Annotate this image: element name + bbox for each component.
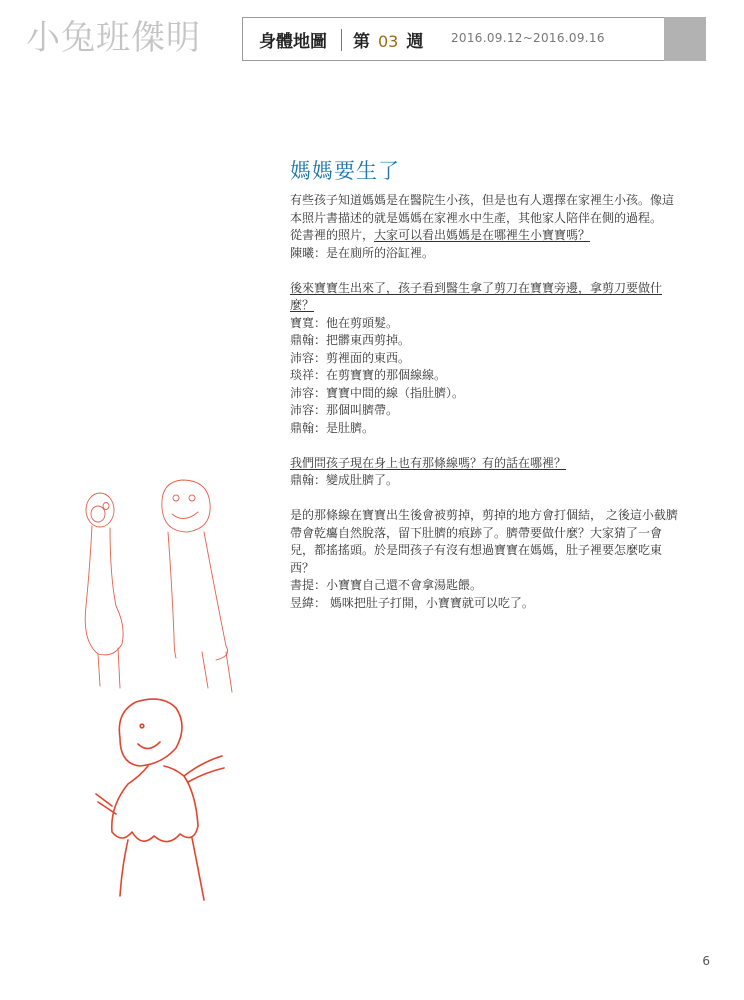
question-1-line [290, 227, 680, 245]
spacer [290, 262, 680, 280]
figure-small-left [85, 493, 123, 688]
answer-3: 鼎翰：變成肚臍了。 [290, 473, 399, 487]
question-1: 大家可以看出媽媽是在哪裡生小寶寶嗎？ [374, 228, 591, 242]
class-name: 小兔班傑明 [26, 18, 201, 58]
answer-line: 沛容：寶寶中間的線（指肚臍）。 [290, 385, 465, 400]
week-number: 03 [378, 32, 399, 51]
header-topic: 身體地圖 [259, 32, 327, 52]
question-3: 我們問孩子現在身上也有那條線嗎？有的話在哪裡？ [290, 455, 567, 470]
header-divider [341, 29, 342, 51]
answer-line: 沛容：剪裡面的東西。 [290, 350, 411, 365]
answer-line: 鼎翰：把髒東西剪掉。 [290, 333, 411, 347]
page-number: 6 [702, 954, 710, 968]
answer-1: 陳曦：是在廁所的浴缸裡。 [290, 245, 435, 260]
header-box [242, 17, 706, 61]
answer-line: 沛容：那個叫臍帶。 [290, 403, 399, 417]
closing-answer: 書提：小寶寶自己還不會拿湯匙餵。 [290, 578, 483, 592]
article-title: 媽媽要生了 [290, 159, 400, 183]
week-prefix: 第 [353, 32, 370, 52]
article-body [290, 192, 680, 612]
question-1-prefix: 從書裡的照片， [290, 228, 375, 242]
child-drawing-illustration [76, 476, 256, 916]
header-dates: 2016.09.12~2016.09.16 [451, 31, 605, 45]
header-week [353, 27, 423, 52]
figure-tall-right [162, 480, 232, 692]
intro-paragraph: 有些孩子知道媽媽是在醫院生小孩，但是也有人選擇在家裡生小孩。像這本照片書描述的就是媽媽在家裡水中生產，其他家人陪伴在側的過程。 [290, 193, 675, 225]
spacer [290, 437, 680, 455]
header-gray-block [664, 17, 706, 61]
spacer [290, 490, 680, 508]
answer-line: 寶寬：他在剪頭髮。 [290, 315, 399, 330]
closing-paragraph: 是的那條線在寶寶出生後會被剪掉，剪掉的地方會打個結， 之後這小截臍帶會乾癟自然脫落，留下肚臍的痕跡了。臍帶要做什麼？大家猜了一會兒，都搖搖頭。於是問孩子有沒有想過寶寶在媽媽，肚子裡要怎麼吃東西？ [290, 508, 678, 575]
closing-answer: 昱緯： 媽咪把肚子打開，小寶寶就可以吃了。 [290, 595, 534, 610]
answer-line: 鼎翰：是肚臍。 [290, 420, 375, 435]
week-suffix: 週 [406, 32, 424, 52]
answer-line: 琰祥：在剪寶寶的那個線線。 [290, 368, 447, 382]
question-2: 後來寶寶生出來了，孩子看到醫生拿了剪刀在寶寶旁邊，拿剪刀要做什麼？ [290, 280, 663, 312]
figure-red-bottom [96, 699, 224, 900]
